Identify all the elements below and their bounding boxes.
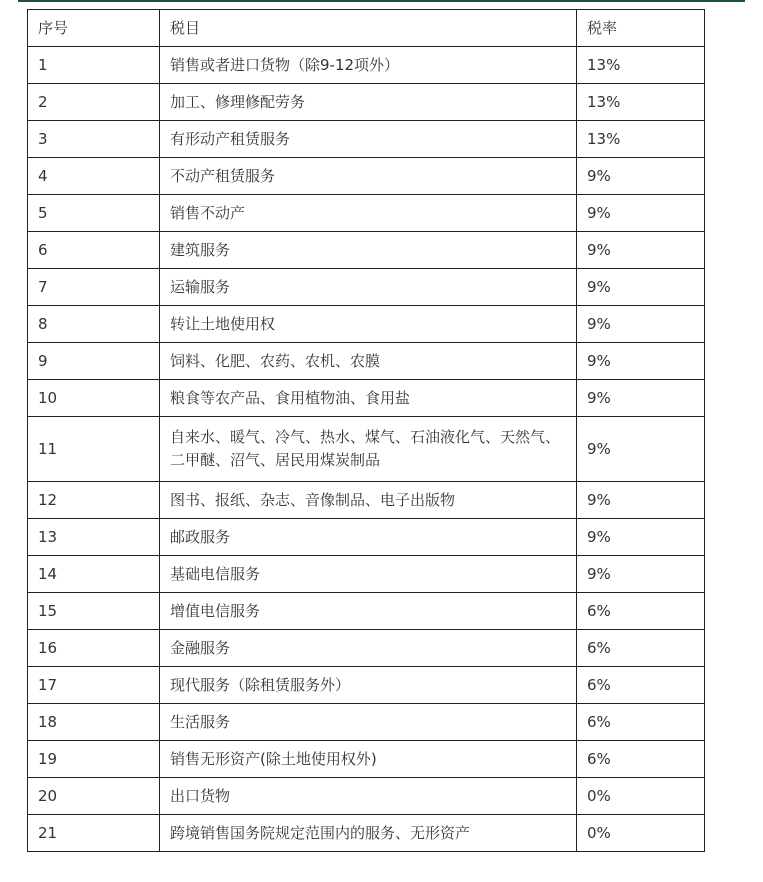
table-row <box>28 593 705 630</box>
rate-cell: 0% <box>577 815 705 852</box>
table-row <box>28 158 705 195</box>
item-cell: 自来水、暖气、冷气、热水、煤气、石油液化气、天然气、二甲醚、沼气、居民用煤炭制品 <box>160 417 577 482</box>
tax-rate-table <box>27 9 705 852</box>
item-cell: 销售或者进口货物（除9-12项外） <box>160 47 577 84</box>
top-divider <box>18 0 745 2</box>
rate-cell: 9% <box>577 380 705 417</box>
item-cell: 运输服务 <box>160 269 577 306</box>
rate-cell: 9% <box>577 482 705 519</box>
table-row <box>28 417 705 482</box>
index-cell: 21 <box>28 815 160 852</box>
rate-cell: 9% <box>577 195 705 232</box>
rate-cell: 9% <box>577 306 705 343</box>
header-item: 税目 <box>160 10 577 47</box>
index-cell: 16 <box>28 630 160 667</box>
rate-cell: 13% <box>577 121 705 158</box>
item-cell: 销售无形资产(除土地使用权外) <box>160 741 577 778</box>
index-cell: 17 <box>28 667 160 704</box>
header-index: 序号 <box>28 10 160 47</box>
item-cell: 加工、修理修配劳务 <box>160 84 577 121</box>
rate-cell: 9% <box>577 519 705 556</box>
index-cell: 19 <box>28 741 160 778</box>
item-cell: 基础电信服务 <box>160 556 577 593</box>
index-cell: 11 <box>28 417 160 482</box>
index-cell: 2 <box>28 84 160 121</box>
rate-cell: 6% <box>577 667 705 704</box>
item-cell: 邮政服务 <box>160 519 577 556</box>
rate-cell: 9% <box>577 343 705 380</box>
index-cell: 1 <box>28 47 160 84</box>
item-cell: 转让土地使用权 <box>160 306 577 343</box>
index-cell: 15 <box>28 593 160 630</box>
item-cell: 饲料、化肥、农药、农机、农膜 <box>160 343 577 380</box>
rate-cell: 9% <box>577 232 705 269</box>
item-cell: 销售不动产 <box>160 195 577 232</box>
header-rate: 税率 <box>577 10 705 47</box>
table-row <box>28 269 705 306</box>
index-cell: 5 <box>28 195 160 232</box>
index-cell: 10 <box>28 380 160 417</box>
rate-cell: 6% <box>577 593 705 630</box>
table-row <box>28 121 705 158</box>
rate-cell: 9% <box>577 269 705 306</box>
rate-cell: 0% <box>577 778 705 815</box>
table-row <box>28 630 705 667</box>
index-cell: 20 <box>28 778 160 815</box>
table-row <box>28 232 705 269</box>
item-cell: 图书、报纸、杂志、音像制品、电子出版物 <box>160 482 577 519</box>
rate-cell: 6% <box>577 630 705 667</box>
index-cell: 3 <box>28 121 160 158</box>
item-cell: 增值电信服务 <box>160 593 577 630</box>
item-cell: 生活服务 <box>160 704 577 741</box>
item-cell: 跨境销售国务院规定范围内的服务、无形资产 <box>160 815 577 852</box>
table-row <box>28 343 705 380</box>
table-row <box>28 519 705 556</box>
item-cell: 建筑服务 <box>160 232 577 269</box>
item-cell: 有形动产租赁服务 <box>160 121 577 158</box>
rate-cell: 13% <box>577 47 705 84</box>
item-cell: 出口货物 <box>160 778 577 815</box>
rate-cell: 9% <box>577 556 705 593</box>
index-cell: 9 <box>28 343 160 380</box>
table-row <box>28 667 705 704</box>
item-cell: 金融服务 <box>160 630 577 667</box>
index-cell: 6 <box>28 232 160 269</box>
table-row <box>28 778 705 815</box>
item-cell: 现代服务（除租赁服务外） <box>160 667 577 704</box>
rate-cell: 6% <box>577 704 705 741</box>
index-cell: 4 <box>28 158 160 195</box>
index-cell: 12 <box>28 482 160 519</box>
table-row <box>28 741 705 778</box>
index-cell: 8 <box>28 306 160 343</box>
item-cell: 不动产租赁服务 <box>160 158 577 195</box>
table-row <box>28 306 705 343</box>
index-cell: 13 <box>28 519 160 556</box>
table-row <box>28 815 705 852</box>
table-row <box>28 84 705 121</box>
table-row <box>28 47 705 84</box>
table-row <box>28 482 705 519</box>
rate-cell: 13% <box>577 84 705 121</box>
index-cell: 7 <box>28 269 160 306</box>
table-row <box>28 195 705 232</box>
table-row <box>28 380 705 417</box>
index-cell: 18 <box>28 704 160 741</box>
rate-cell: 6% <box>577 741 705 778</box>
index-cell: 14 <box>28 556 160 593</box>
table-row <box>28 704 705 741</box>
table-header-row <box>28 10 705 47</box>
item-cell: 粮食等农产品、食用植物油、食用盐 <box>160 380 577 417</box>
rate-cell: 9% <box>577 417 705 482</box>
table-row <box>28 556 705 593</box>
rate-cell: 9% <box>577 158 705 195</box>
